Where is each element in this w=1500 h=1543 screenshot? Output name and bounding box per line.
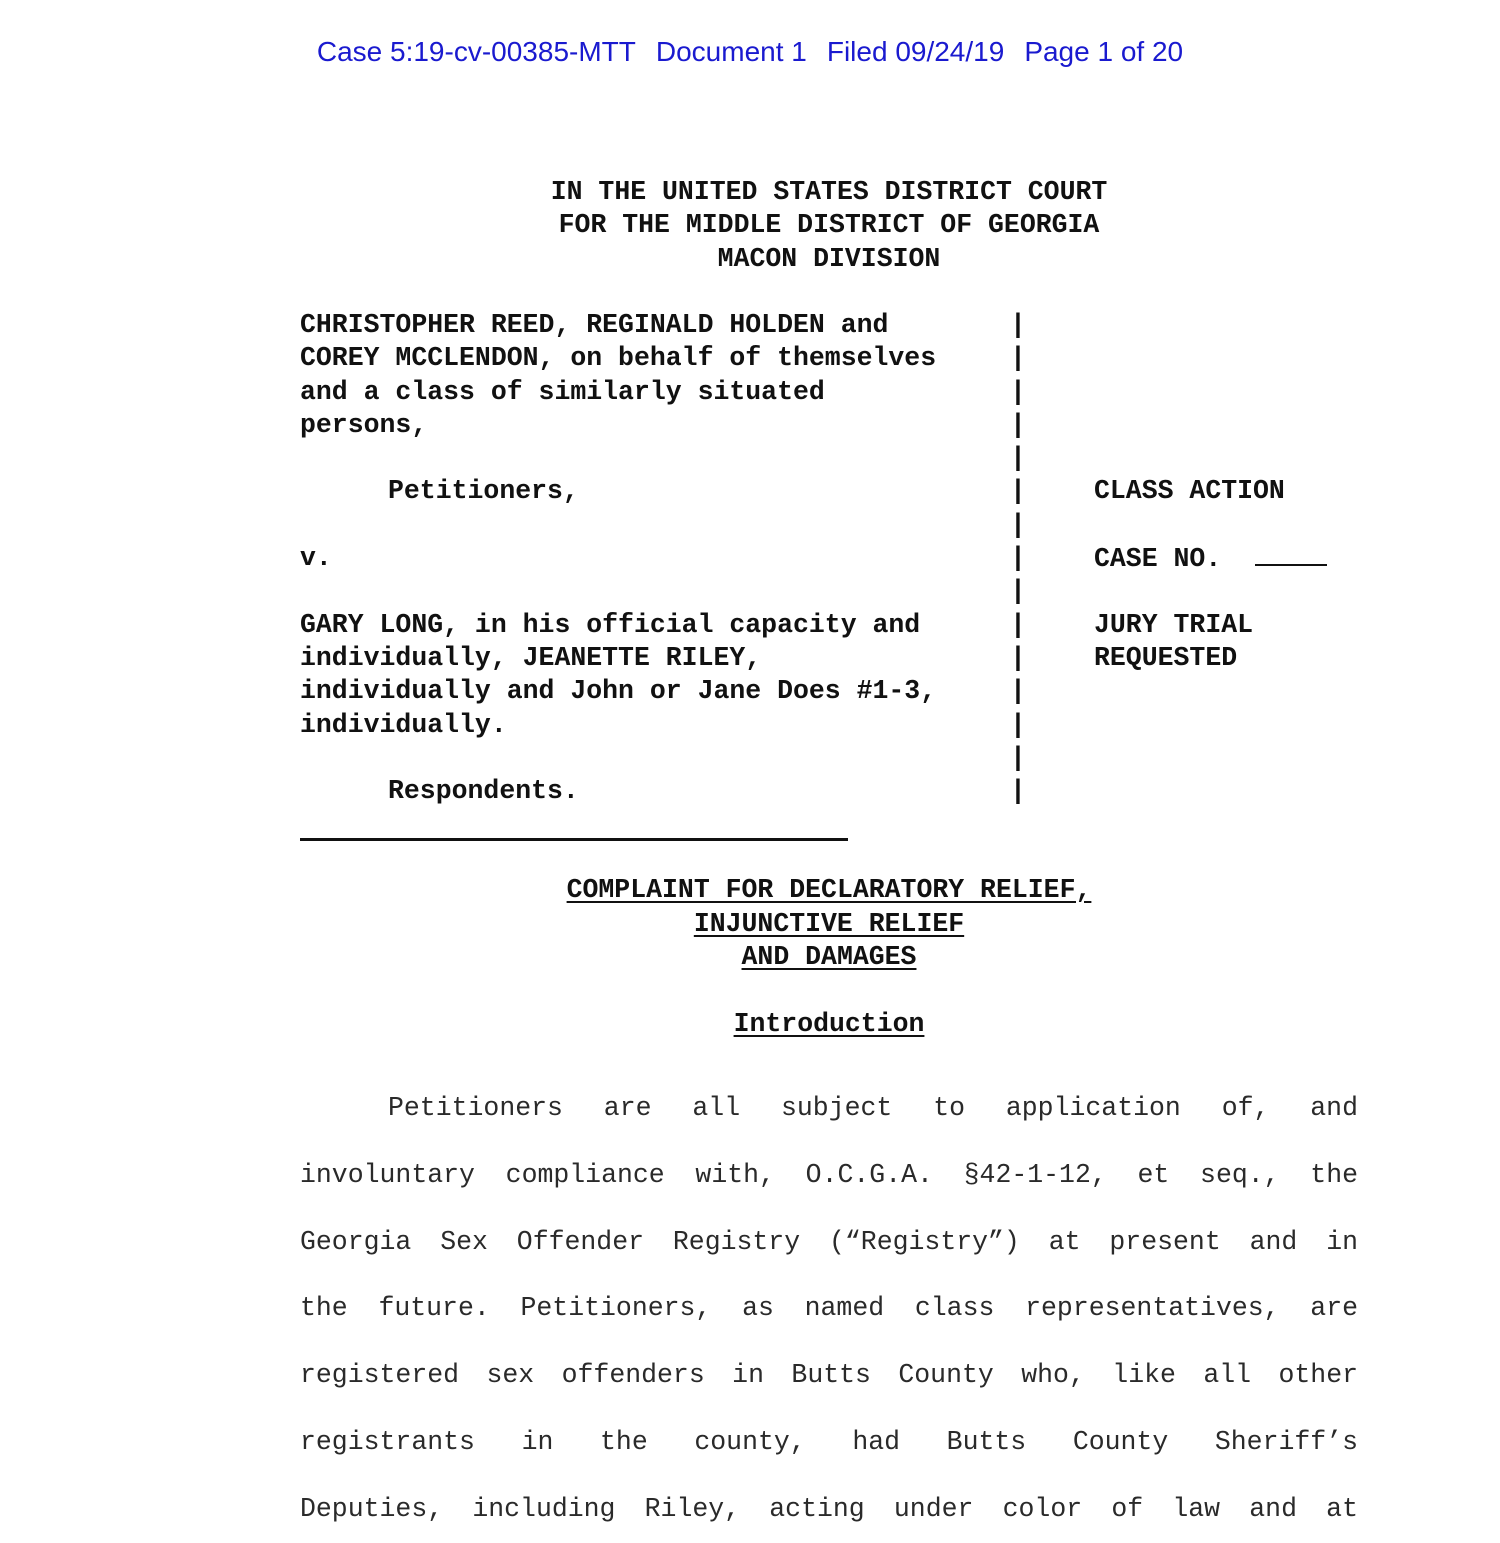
caption-row (300, 642, 1238, 675)
class-action-label: CLASS ACTION (1094, 476, 1285, 507)
ecf-header (0, 32, 1500, 72)
paragraph-line: involuntary compliance with, O.C.G.A. §42-1-12, et seq., the (300, 1159, 1358, 1190)
caption-row (300, 575, 1026, 608)
caption-row (300, 609, 1254, 642)
paragraph-line: Deputies, including Riley, acting under color of law and at (300, 1493, 1358, 1524)
defendants-line: GARY LONG, in his official capacity and (300, 609, 921, 640)
case-no-field (1094, 542, 1327, 576)
caption-row (300, 442, 1026, 475)
complaint-title (300, 874, 1358, 975)
title-line: AND DAMAGES (741, 942, 917, 972)
caption-row (300, 342, 1026, 375)
court-heading (300, 176, 1358, 276)
caption-divider: | (1010, 343, 1026, 374)
paragraph-line: Petitioners are all subject to application of, and (388, 1093, 1358, 1123)
case-number: Case 5:19-cv-00385-MTT (316, 36, 636, 67)
caption-row (300, 709, 1026, 742)
caption-row (300, 675, 1026, 708)
title-line: INJUNCTIVE RELIEF (693, 908, 965, 939)
jury-trial-label: REQUESTED (1094, 642, 1238, 673)
caption-divider: | (1010, 742, 1026, 773)
caption-divider: | (1010, 509, 1026, 540)
caption-row (300, 309, 1026, 342)
filed-date: Filed 09/24/19 (826, 36, 1005, 67)
plaintiffs-role: Petitioners, (388, 476, 579, 507)
page-count: Page 1 of 20 (1024, 36, 1184, 67)
paragraph-line: Georgia Sex Offender Registry (“Registry”) at present and in (300, 1226, 1358, 1257)
plaintiffs-line: and a class of similarly situated (300, 376, 825, 407)
plaintiffs-line: CHRISTOPHER REED, REGINALD HOLDEN and (300, 310, 889, 340)
caption-divider: | (1010, 409, 1026, 440)
defendants-line: individually and John or Jane Does #1-3, (300, 676, 937, 707)
court-division: MACON DIVISION (717, 243, 941, 274)
plaintiffs-line: COREY MCCLENDON, on behalf of themselves (300, 343, 937, 374)
caption-rule (300, 838, 848, 841)
case-no-label: CASE NO. (1094, 544, 1222, 575)
paragraph-line: the future. Petitioners, as named class representatives, are (300, 1293, 1358, 1324)
plaintiffs-line: persons, (300, 409, 428, 440)
document-number: Document 1 (655, 36, 807, 67)
caption-divider: | (1010, 709, 1026, 740)
caption-row (300, 775, 1026, 808)
caption-divider: | (1010, 376, 1026, 407)
defendants-line: individually. (300, 709, 507, 740)
caption-divider: | (1010, 310, 1026, 340)
versus: v. (300, 543, 332, 574)
caption-row (300, 509, 1026, 542)
case-no-blank (1255, 542, 1327, 566)
caption-divider: | (1010, 543, 1026, 574)
caption-row (300, 409, 1026, 442)
caption-row (300, 742, 1026, 775)
jury-trial-label: JURY TRIAL (1094, 609, 1254, 640)
caption-row (300, 542, 1222, 575)
caption-row (300, 475, 1285, 508)
defendants-line: individually, JEANETTE RILEY, (300, 642, 762, 673)
caption-divider: | (1010, 576, 1026, 607)
caption-row (300, 376, 1026, 409)
caption-divider: | (1010, 676, 1026, 707)
title-line: COMPLAINT FOR DECLARATORY RELIEF, (566, 875, 1092, 905)
caption-divider: | (1010, 776, 1026, 807)
introduction-heading: Introduction (733, 1009, 925, 1039)
court-line: IN THE UNITED STATES DISTRICT COURT (550, 177, 1108, 207)
paragraph-line: registered sex offenders in Butts County who, like all other (300, 1360, 1358, 1391)
court-line: FOR THE MIDDLE DISTRICT OF GEORGIA (558, 210, 1100, 241)
caption-divider: | (1010, 443, 1026, 474)
paragraph-line: registrants in the county, had Butts County Sheriff’s (300, 1426, 1358, 1457)
section-heading (300, 1008, 1358, 1042)
caption-divider: | (1010, 609, 1026, 640)
body-paragraph (300, 1075, 1358, 1543)
caption-divider: | (1010, 476, 1026, 507)
caption-divider: | (1010, 642, 1026, 673)
defendants-role: Respondents. (388, 776, 579, 807)
case-caption (300, 309, 1285, 808)
